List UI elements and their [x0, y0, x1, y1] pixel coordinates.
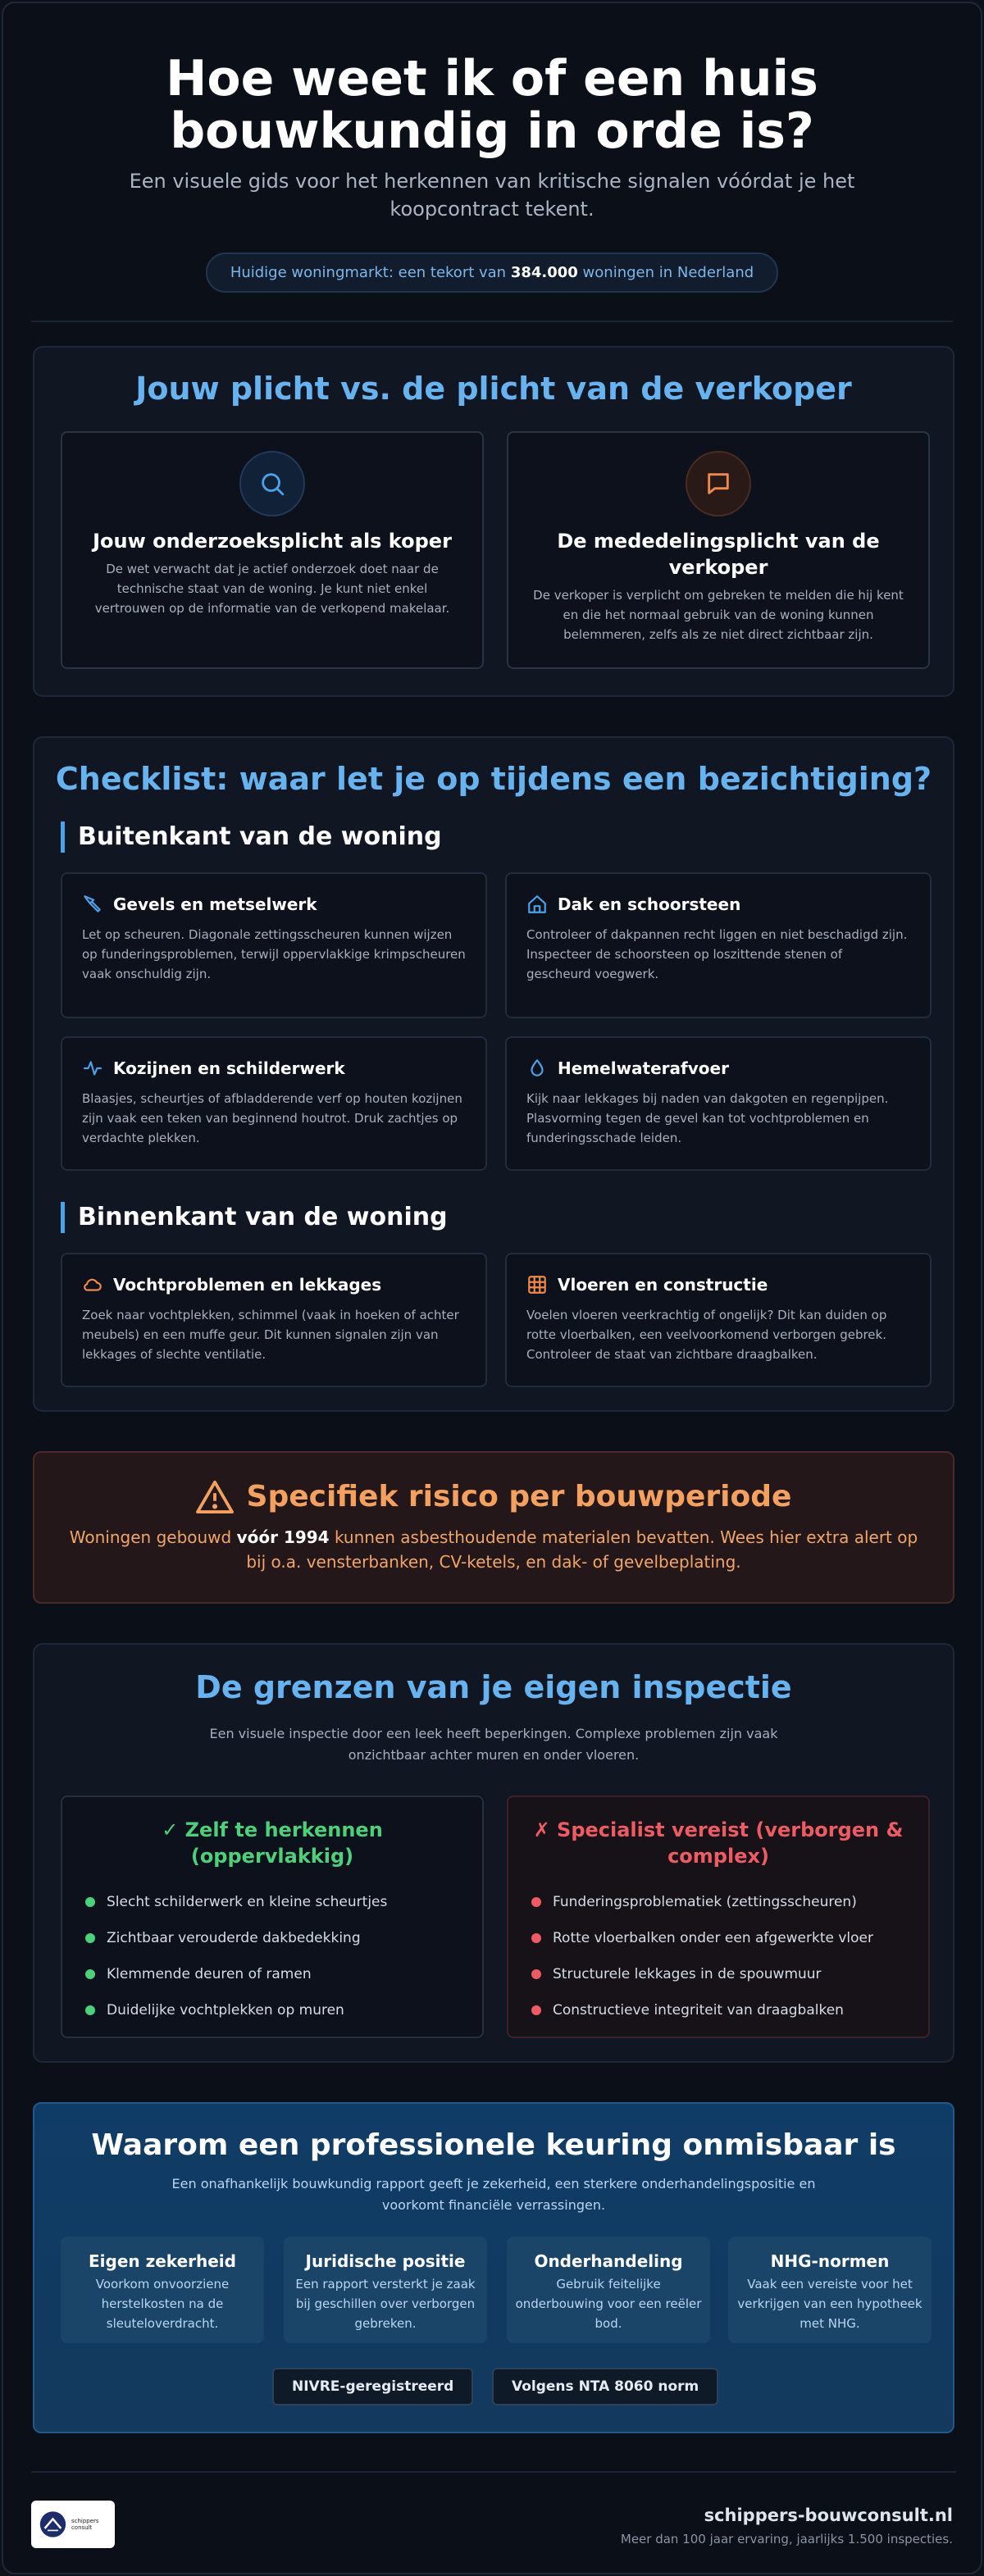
red-dot-icon — [531, 1933, 541, 1943]
why-card — [728, 2237, 932, 2343]
list-item — [85, 1884, 459, 1920]
why-card-text: Voorkom onvoorziene herstelkosten na de sleuteloverdracht. — [95, 2277, 230, 2331]
red-dot-icon — [531, 1969, 541, 1979]
self-check-card — [61, 1795, 484, 2038]
droplet-icon — [526, 1058, 548, 1079]
list-item — [531, 1992, 905, 2028]
check-card-facades — [61, 872, 487, 1018]
list-item-text: Structurele lekkages in de spouwmuur — [553, 1966, 822, 1982]
header — [3, 3, 981, 322]
home-icon — [526, 894, 548, 915]
self-check-title: ✓ Zelf te herkennen (oppervlakkig) — [162, 1818, 383, 1868]
green-dot-icon — [85, 1969, 95, 1979]
check-text: Blaasjes, scheurtjes of afbladderende verf op houten kozijnen zijn vaak een teken van beginnend houtrot. Druk zachtjes op verdachte plekken. — [82, 1091, 462, 1145]
check-title: Gevels en metselwerk — [113, 894, 317, 914]
page-subtitle: Een visuele gids voor het herkennen van kritische signalen vóórdat je het koopcontract tekent. — [129, 170, 855, 221]
check-title: Hemelwaterafvoer — [558, 1058, 729, 1078]
list-item-text: Constructieve integriteit van draagbalken — [553, 2002, 844, 2018]
risk-text-before: Woningen gebouwd — [69, 1527, 232, 1547]
cloud-icon — [82, 1274, 103, 1295]
search-icon — [239, 451, 305, 517]
risk-text-after: kunnen asbesthoudende materialen bevatten. Wees hier extra alert op bij o.a. vensterbanken, CV-ketels, en dak- of gevelbeplating. — [246, 1527, 918, 1572]
check-text: Let op scheuren. Diagonale zettingsscheuren kunnen wijzen op funderingsproblemen, terwijl oppervlakkige krimpscheuren vaak onschuldig zijn. — [82, 927, 466, 981]
why-card-title: Juridische positie — [305, 2251, 466, 2271]
specialist-title: ✗ Specialist vereist (verborgen & complex) — [533, 1818, 904, 1868]
why-card-title: Onderhandeling — [534, 2251, 683, 2271]
page-title: Hoe weet ik of een huis bouwkundig in orde is? — [166, 50, 818, 160]
list-item — [531, 1920, 905, 1956]
check-card-gutters — [505, 1036, 932, 1171]
activity-icon — [82, 1058, 103, 1079]
why-card-title: Eigen zekerheid — [89, 2251, 236, 2271]
why-title: Waarom een professionele keuring onmisbaar is — [91, 2128, 896, 2162]
trowel-icon — [82, 894, 103, 915]
market-pill — [206, 253, 778, 293]
list-item-text: Zichtbaar verouderde dakbedekking — [107, 1930, 361, 1946]
green-dot-icon — [85, 1897, 95, 1907]
why-card-title: NHG-normen — [770, 2251, 890, 2271]
logo-text: schippers consult — [71, 2518, 99, 2531]
risk-banner — [33, 1451, 954, 1604]
limits-title: De grenzen van je eigen inspectie — [195, 1669, 792, 1705]
company-logo — [31, 2501, 115, 2548]
market-value: 384.000 — [510, 264, 578, 281]
market-prefix: Huidige woningmarkt: een tekort van — [230, 264, 507, 281]
buyer-duty-text: De wet verwacht dat je actief onderzoek doet naar de technische staat van de woning. Je kunt niet enkel vertrouwen op de informatie van de verkopend makelaar. — [94, 562, 450, 616]
limits-intro: Een visuele inspectie door een leek heeft beperkingen. Complexe problemen zijn vaak onzichtbaar achter muren en onder vloeren. — [209, 1726, 778, 1763]
buyer-duty-title: Jouw onderzoeksplicht als koper — [93, 530, 452, 553]
site-tagline: Meer dan 100 jaar ervaring, jaarlijks 1.500 inspecties. — [620, 2532, 953, 2546]
nivre-badge: NIVRE-geregistreerd — [272, 2368, 473, 2405]
check-text: Kijk naar lekkages bij naden van dakgoten en regenpijpen. Plasvorming tegen de gevel kan tot vochtproblemen en funderingsschade leiden. — [526, 1091, 889, 1145]
warning-icon — [196, 1479, 234, 1513]
check-card-moisture — [61, 1253, 487, 1387]
check-text: Controleer of dakpannen recht liggen en niet beschadigd zijn. Inspecteer de schoorsteen op loszittende stenen of gescheurd voegwerk. — [526, 927, 908, 981]
footer-divider — [31, 2471, 956, 2473]
red-dot-icon — [531, 2005, 541, 2015]
footer-site — [621, 2505, 953, 2546]
seller-duty-text: De verkoper is verplicht om gebreken te melden die hij kent en die het normaal gebruik van de woning kunnen belemmeren, zelfs als ze niet direct zichtbaar zijn. — [533, 588, 904, 642]
list-item — [531, 1884, 905, 1920]
duties-title: Jouw plicht vs. de plicht van de verkoper — [135, 371, 852, 407]
infographic-page — [2, 2, 982, 2574]
list-item-text: Duidelijke vochtplekken op muren — [107, 2002, 344, 2018]
specialist-card — [507, 1795, 930, 2038]
why-card-text: Gebruik feitelijke onderbouwing voor een reëler bod. — [515, 2277, 702, 2331]
check-title: Kozijnen en schilderwerk — [113, 1058, 345, 1078]
checklist-title: Checklist: waar let je op tijdens een bezichtiging? — [55, 761, 932, 797]
check-title: Vochtproblemen en lekkages — [113, 1275, 382, 1295]
list-item — [85, 1920, 459, 1956]
why-card — [507, 2237, 710, 2343]
seller-duty-card — [507, 431, 930, 669]
grid-icon — [526, 1274, 548, 1295]
checklist-section — [33, 736, 954, 1412]
why-card-text: Een rapport versterkt je zaak bij geschillen over verborgen gebreken. — [295, 2277, 476, 2331]
check-card-frames — [61, 1036, 487, 1171]
limits-section — [33, 1643, 954, 2063]
seller-duty-title: De mededelingsplicht van de verkoper — [557, 530, 880, 579]
site-name[interactable]: schippers-bouwconsult.nl — [704, 2505, 953, 2525]
list-item — [85, 1956, 459, 1992]
risk-text — [59, 1525, 928, 1574]
why-card-text: Vaak een vereiste voor het verkrijgen van een hypotheek met NHG. — [737, 2277, 922, 2331]
header-divider — [31, 321, 953, 322]
list-item-text: Rotte vloerbalken onder een afgewerkte vloer — [553, 1930, 874, 1946]
green-dot-icon — [85, 1933, 95, 1943]
green-dot-icon — [85, 2005, 95, 2015]
check-title: Dak en schoorsteen — [558, 894, 741, 914]
risk-text-bold: vóór 1994 — [236, 1527, 330, 1547]
list-item-text: Slecht schilderwerk en kleine scheurtjes — [107, 1894, 388, 1910]
list-item — [85, 1992, 459, 2028]
buyer-duty-card — [61, 431, 484, 669]
check-card-floors — [505, 1253, 932, 1387]
nta-badge: Volgens NTA 8060 norm — [492, 2368, 718, 2405]
outside-heading: Buitenkant van de woning — [61, 821, 442, 853]
check-title: Vloeren en constructie — [558, 1275, 768, 1295]
list-item-text: Funderingsproblematiek (zettingsscheuren) — [553, 1894, 857, 1910]
message-icon — [686, 451, 751, 517]
duties-section — [33, 346, 954, 697]
logo-emblem-icon — [39, 2509, 66, 2540]
why-card — [284, 2237, 487, 2343]
list-item — [531, 1956, 905, 1992]
check-card-roof — [505, 872, 932, 1018]
why-subtitle: Een onafhankelijk bouwkundig rapport geeft je zekerheid, een sterkere onderhandelingspositie en voorkomt financiële verrassingen. — [171, 2176, 816, 2213]
list-item-text: Klemmende deuren of ramen — [107, 1966, 312, 1982]
market-suffix: woningen in Nederland — [582, 264, 754, 281]
why-card — [61, 2237, 264, 2343]
check-text: Voelen vloeren veerkrachtig of ongelijk? Dit kan duiden op rotte vloerbalken, een veelvoorkomend verborgen gebrek. Controleer de staat van zichtbare draagbalken. — [526, 1308, 887, 1362]
red-dot-icon — [531, 1897, 541, 1907]
risk-title: Specifiek risico per bouwperiode — [246, 1479, 792, 1513]
why-section — [33, 2102, 954, 2433]
inside-heading: Binnenkant van de woning — [61, 1202, 448, 1233]
check-text: Zoek naar vochtplekken, schimmel (vaak in hoeken of achter meubels) en een muffe geur. Dit kunnen signalen zijn van lekkages of slechte ventilatie. — [82, 1308, 459, 1362]
